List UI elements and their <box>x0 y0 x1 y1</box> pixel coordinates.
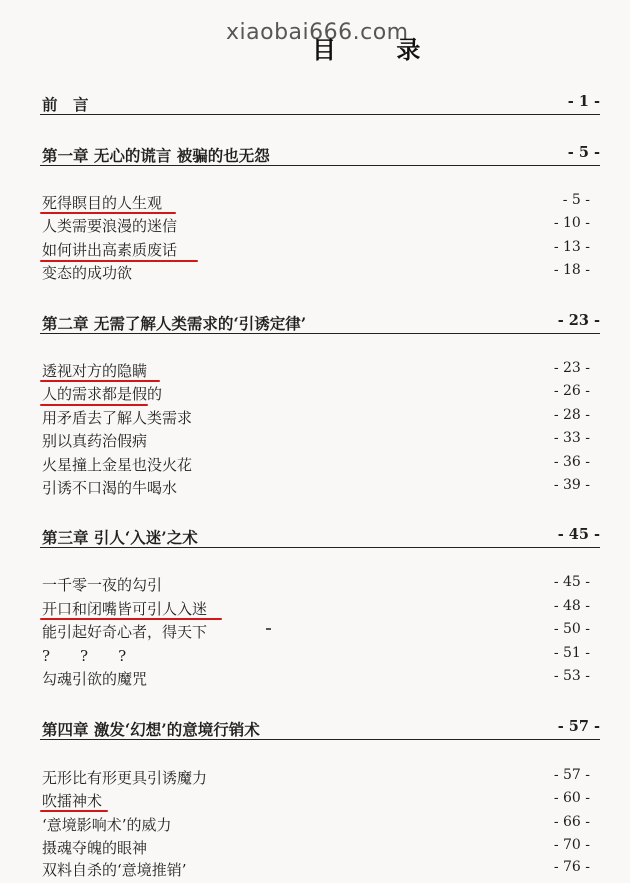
entry-title: 无形比有形更具引诱魔力 <box>42 769 208 787</box>
chapter-title: 第一章 无心的谎言 被骗的也无怨 <box>42 146 270 165</box>
entry-page: - 66 - <box>553 814 590 830</box>
entry-title: 别以真药治假病 <box>42 432 148 450</box>
chapter-page: - 23 - <box>557 312 600 329</box>
entry-title: 人的需求都是假的 <box>42 385 163 403</box>
entry-page: - 13 - <box>553 239 590 255</box>
entry-page: - 5 - <box>562 192 590 208</box>
entry-page: - 51 - <box>553 645 590 661</box>
chapter-page: - 1 - <box>567 93 600 110</box>
entry-page: - 26 - <box>553 383 590 399</box>
chapter-3-rule <box>40 547 600 548</box>
entry-page: - 28 - <box>553 407 590 423</box>
chapter-page: - 45 - <box>557 526 600 543</box>
entry-title: ? ? ? <box>42 647 127 665</box>
toc-entry[interactable] <box>0 430 630 454</box>
entry-page: - 76 - <box>553 859 590 875</box>
chapter-title: 第四章 激发‘幻想’的意境行销术 <box>42 720 260 739</box>
red-underline <box>40 380 160 382</box>
red-underline <box>40 810 108 812</box>
entry-page: - 57 - <box>553 767 590 783</box>
toc-entry[interactable] <box>0 767 630 791</box>
entry-page: - 60 - <box>553 790 590 806</box>
entry-title: 用矛盾去了解人类需求 <box>42 409 193 427</box>
entry-page: - 10 - <box>553 215 590 231</box>
toc-entry[interactable] <box>0 668 630 692</box>
toc-entry[interactable] <box>0 859 630 883</box>
entry-title: 人类需要浪漫的迷信 <box>42 217 178 235</box>
entry-title: 死得瞑目的人生观 <box>42 194 163 212</box>
entry-page: - 45 - <box>553 574 590 590</box>
chapter-2-rule <box>40 333 600 334</box>
entry-title: 火星撞上金星也没火花 <box>42 456 193 474</box>
toc-entry[interactable] <box>0 837 630 861</box>
entry-title: 一千零一夜的勾引 <box>42 576 163 594</box>
entry-page: - 70 - <box>553 837 590 853</box>
toc-entry[interactable] <box>0 574 630 598</box>
red-underline <box>40 618 222 620</box>
preface-rule <box>40 114 600 115</box>
watermark-text: xiaobai666.com <box>226 20 409 45</box>
toc-entry[interactable] <box>0 454 630 478</box>
entry-page: - 23 - <box>553 360 590 376</box>
entry-page: - 18 - <box>553 262 590 278</box>
entry-title: ‘意境影响术’的威力 <box>42 816 172 834</box>
entry-title: 摄魂夺魄的眼神 <box>42 839 148 857</box>
entry-title: 透视对方的隐瞒 <box>42 362 148 380</box>
toc-entry[interactable] <box>0 477 630 501</box>
chapter-title: 第三章 引人‘入迷’之术 <box>42 528 198 547</box>
toc-entry[interactable] <box>0 262 630 286</box>
toc-entry[interactable] <box>0 215 630 239</box>
red-underline <box>40 404 148 406</box>
entry-page: - 53 - <box>553 668 590 684</box>
chapter-4-rule <box>40 739 600 740</box>
chapter-title: 第二章 无需了解人类需求的‘引诱定律’ <box>42 314 307 333</box>
entry-page: - 33 - <box>553 430 590 446</box>
entry-page: - 50 - <box>553 621 590 637</box>
chapter-page: - 57 - <box>557 718 600 735</box>
entry-title: 双料自杀的‘意境推销’ <box>42 861 187 879</box>
chapter-title: 前 言 <box>42 95 89 114</box>
entry-title: 吹擂神术 <box>42 792 103 810</box>
page-title: 目 录 <box>312 35 447 64</box>
entry-page: - 36 - <box>553 454 590 470</box>
toc-entry[interactable] <box>0 645 630 669</box>
chapter-page: - 5 - <box>567 144 600 161</box>
entry-page: - 48 - <box>553 598 590 614</box>
toc-entry[interactable] <box>0 407 630 431</box>
entry-title: 如何讲出高素质废话 <box>42 241 178 259</box>
entry-title: 开口和闭嘴皆可引人入迷 <box>42 600 208 618</box>
red-underline <box>40 212 176 214</box>
scan-speck <box>266 628 271 630</box>
chapter-1-rule <box>40 165 600 166</box>
toc-entry[interactable] <box>0 621 630 645</box>
entry-title: 引诱不口渴的牛喝水 <box>42 479 178 497</box>
toc-entry[interactable] <box>0 814 630 838</box>
entry-title: 勾魂引欲的魔咒 <box>42 670 148 688</box>
entry-title: 变态的成功欲 <box>42 264 133 282</box>
entry-page: - 39 - <box>553 477 590 493</box>
entry-title: 能引起好奇心者，得天下 <box>42 623 208 641</box>
